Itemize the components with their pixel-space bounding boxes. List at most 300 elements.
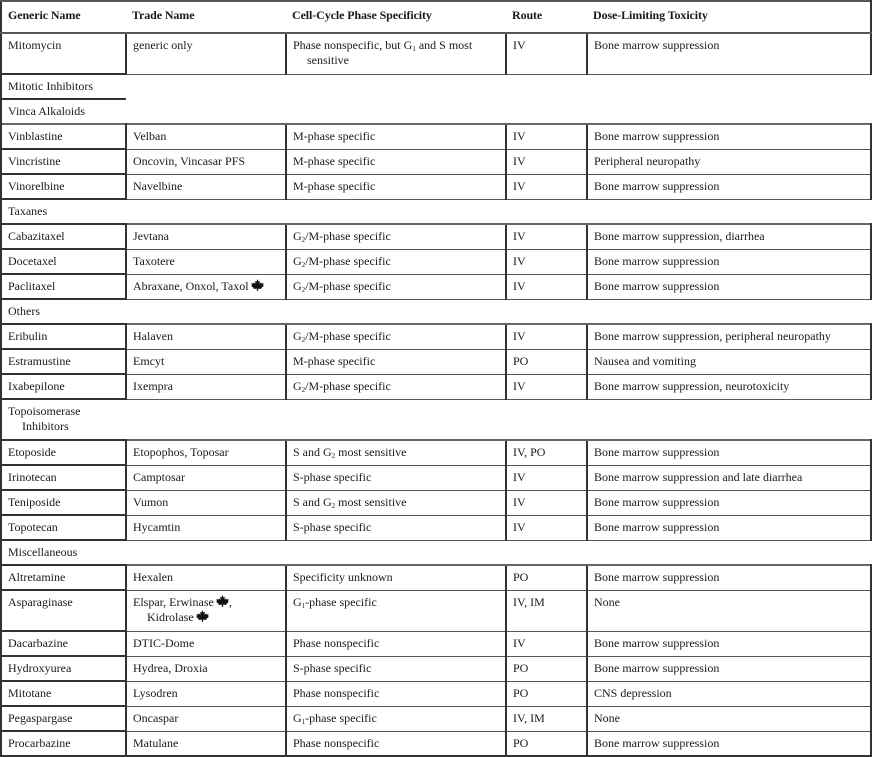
empty-cell — [587, 99, 871, 124]
phase-cell — [286, 174, 506, 199]
empty-cell — [587, 540, 871, 565]
trade-name: Vumon — [133, 494, 169, 509]
trade-name-wrap — [133, 661, 279, 676]
empty-cell — [587, 399, 871, 440]
section-row — [1, 99, 871, 124]
route: IV — [513, 494, 526, 509]
trade-name-cell — [126, 324, 286, 349]
generic-name-cell — [1, 631, 126, 656]
route: IV — [513, 278, 526, 293]
generic-name-cell — [1, 224, 126, 249]
toxicity-cell — [587, 374, 871, 399]
generic-name-cell — [1, 274, 126, 299]
phase-text: M-phase specific — [293, 178, 376, 193]
phase-cell — [286, 440, 506, 465]
trade-name-wrap — [133, 354, 279, 369]
phase-text-post: -phase specific — [305, 710, 377, 725]
toxicity-cell — [587, 249, 871, 274]
trade-name: Elspar, Erwinase — [133, 594, 214, 609]
table-row — [1, 374, 871, 399]
trade-name-cell — [126, 374, 286, 399]
toxicity: Bone marrow suppression — [594, 635, 720, 650]
trade-name-wrap — [133, 636, 279, 651]
trade-name-wrap — [133, 254, 279, 269]
phase-text-post: /M-phase specific — [305, 329, 391, 343]
generic-name: Cabazitaxel — [8, 229, 65, 243]
route-cell — [506, 274, 587, 299]
generic-name-cell — [1, 249, 126, 274]
generic-name: Eribulin — [8, 329, 48, 343]
phase-wrap — [293, 154, 499, 169]
phase-subscript: 2 — [331, 452, 336, 460]
route-cell — [506, 656, 587, 681]
route-cell — [506, 249, 587, 274]
phase-wrap — [293, 686, 499, 701]
trade-name-wrap — [133, 154, 279, 169]
generic-name-cell — [1, 124, 126, 149]
trade-name: Hexalen — [133, 570, 173, 584]
toxicity-cell — [587, 174, 871, 199]
route: IV, PO — [513, 445, 546, 459]
route: IV, IM — [513, 594, 545, 609]
toxicity-cell — [587, 33, 871, 74]
phase-wrap — [293, 229, 499, 244]
phase-text: S and G — [293, 445, 332, 459]
trade-name: DTIC-Dome — [133, 635, 195, 650]
trade-name-wrap — [133, 329, 279, 344]
trade-name: Oncovin, Vincasar PFS — [133, 153, 246, 168]
toxicity-cell — [587, 224, 871, 249]
phase-text: S-phase specific — [293, 469, 372, 484]
phase-text-post: /M-phase specific — [305, 278, 391, 293]
generic-name: Ixabepilone — [8, 379, 65, 393]
trade-name-wrap — [133, 470, 279, 485]
generic-name-cell — [1, 440, 126, 465]
toxicity: Bone marrow suppression — [594, 494, 720, 509]
table-row — [1, 349, 871, 374]
phase-text: M-phase specific — [293, 129, 376, 143]
toxicity: Bone marrow suppression — [594, 445, 720, 459]
generic-name-cell — [1, 149, 126, 174]
trade-name: Emcyt — [133, 353, 165, 368]
trade-name-wrap — [133, 570, 279, 585]
section-label-cell — [1, 74, 126, 99]
phase-cell — [286, 274, 506, 299]
route-cell — [506, 149, 587, 174]
trade-name-wrap — [133, 686, 279, 701]
phase-subscript: 1 — [301, 601, 306, 610]
route: PO — [513, 735, 529, 750]
generic-name: Etoposide — [8, 445, 56, 459]
phase-cell — [286, 249, 506, 274]
toxicity: Bone marrow suppression and late diarrhea — [594, 469, 803, 484]
phase-text: Phase nonspecific — [293, 685, 380, 700]
generic-name-cell — [1, 731, 126, 756]
trade-name-cell — [126, 515, 286, 540]
phase-cell — [286, 224, 506, 249]
route-cell — [506, 33, 587, 74]
phase-wrap — [293, 570, 499, 585]
phase-text: G — [293, 378, 302, 393]
toxicity-cell — [587, 565, 871, 590]
table-row — [1, 706, 871, 731]
toxicity: None — [594, 594, 620, 609]
route-cell — [506, 465, 587, 490]
toxicity-cell — [587, 465, 871, 490]
toxicity: Bone marrow suppression — [594, 570, 720, 584]
phase-wrap — [293, 595, 499, 610]
generic-name-cell — [1, 465, 126, 490]
toxicity: Bone marrow suppression — [594, 38, 720, 52]
phase-cell — [286, 631, 506, 656]
generic-name-cell — [1, 374, 126, 399]
phase-wrap — [293, 661, 499, 676]
route: PO — [513, 685, 529, 700]
section-label-cell — [1, 399, 126, 440]
toxicity-cell — [587, 731, 871, 756]
section-row — [1, 399, 871, 440]
phase-cell — [286, 33, 506, 74]
phase-cell — [286, 490, 506, 515]
generic-name: Estramustine — [8, 354, 71, 368]
trade-name-cell — [126, 681, 286, 706]
table-row — [1, 249, 871, 274]
section-label: Mitotic Inhibitors — [8, 79, 93, 93]
phase-text: G — [293, 594, 302, 609]
table-body — [1, 33, 871, 756]
table-row — [1, 490, 871, 515]
canada-maple-leaf-icon — [216, 595, 229, 607]
toxicity-cell — [587, 590, 871, 631]
phase-text-post: /M-phase specific — [305, 253, 391, 268]
phase-subscript: 2 — [301, 385, 306, 394]
route-cell — [506, 706, 587, 731]
empty-cell — [587, 299, 871, 324]
phase-cell — [286, 124, 506, 149]
generic-name-cell — [1, 515, 126, 540]
phase-text: Phase nonspecific — [293, 635, 380, 650]
phase-wrap — [293, 179, 499, 194]
route-cell — [506, 515, 587, 540]
phase-wrap — [293, 520, 499, 535]
generic-name-cell — [1, 33, 126, 74]
trade-name: Oncaspar — [133, 710, 179, 725]
toxicity-cell — [587, 124, 871, 149]
header-route: Route — [506, 1, 587, 33]
empty-cell — [286, 99, 506, 124]
table-row — [1, 681, 871, 706]
section-label: Taxanes — [8, 204, 48, 218]
route: IV — [513, 519, 526, 534]
toxicity: Bone marrow suppression — [594, 253, 720, 268]
trade-name-cell — [126, 124, 286, 149]
route: IV — [513, 329, 526, 343]
trade-name-cell — [126, 33, 286, 74]
trade-name: Velban — [133, 129, 167, 143]
empty-cell — [506, 199, 587, 224]
trade-name-cell — [126, 465, 286, 490]
section-label: Topoisomerase Inhibitors — [8, 404, 81, 433]
trade-name: Hycamtin — [133, 519, 181, 534]
empty-cell — [126, 74, 286, 99]
trade-name-cell — [126, 349, 286, 374]
empty-cell — [126, 399, 286, 440]
generic-name-cell — [1, 681, 126, 706]
generic-name: Procarbazine — [8, 736, 71, 750]
route-cell — [506, 490, 587, 515]
phase-text: S and G — [293, 494, 332, 509]
route: PO — [513, 660, 529, 675]
phase-wrap — [293, 329, 499, 344]
toxicity: Bone marrow suppression — [594, 129, 720, 143]
route-cell — [506, 374, 587, 399]
phase-subscript: 2 — [301, 236, 306, 244]
phase-text: G — [293, 229, 302, 243]
route-cell — [506, 631, 587, 656]
phase-cell — [286, 590, 506, 631]
phase-text-post: /M-phase specific — [305, 229, 391, 243]
canada-maple-leaf-icon — [251, 279, 264, 291]
generic-name: Docetaxel — [8, 254, 57, 268]
trade-name: Taxotere — [133, 253, 175, 268]
generic-name: Teniposide — [8, 495, 61, 509]
generic-name: Vinorelbine — [8, 179, 65, 193]
route-cell — [506, 590, 587, 631]
empty-cell — [126, 299, 286, 324]
toxicity: Bone marrow suppression — [594, 660, 720, 675]
trade-name-cell — [126, 249, 286, 274]
generic-name: Paclitaxel — [8, 279, 56, 293]
generic-name: Altretamine — [8, 570, 66, 584]
generic-name-cell — [1, 706, 126, 731]
generic-name: Mitomycin — [8, 38, 62, 52]
route: IV, IM — [513, 710, 545, 725]
trade-name-cell — [126, 274, 286, 299]
table-row — [1, 274, 871, 299]
header-trade-name: Trade Name — [126, 1, 286, 33]
route-cell — [506, 349, 587, 374]
trade-name-cell — [126, 706, 286, 731]
toxicity-cell — [587, 656, 871, 681]
phase-cell — [286, 515, 506, 540]
trade-name-wrap — [133, 711, 279, 726]
generic-name: Dacarbazine — [8, 636, 68, 650]
trade-name-cell — [126, 656, 286, 681]
route: IV — [513, 178, 526, 193]
route: IV — [513, 153, 526, 168]
route-cell — [506, 565, 587, 590]
trade-name: Camptosar — [133, 469, 185, 484]
phase-text: G — [293, 278, 302, 293]
toxicity-cell — [587, 706, 871, 731]
phase-wrap — [293, 636, 499, 651]
phase-cell — [286, 374, 506, 399]
route-cell — [506, 440, 587, 465]
section-row — [1, 199, 871, 224]
section-label: Others — [8, 304, 40, 318]
phase-text-post: most sensitive — [335, 445, 407, 459]
phase-text: M-phase specific — [293, 153, 376, 168]
toxicity: None — [594, 710, 620, 725]
generic-name-cell — [1, 349, 126, 374]
trade-name: generic only — [133, 38, 193, 52]
trade-name: Jevtana — [133, 229, 169, 243]
empty-cell — [506, 74, 587, 99]
empty-cell — [506, 299, 587, 324]
toxicity: Bone marrow suppression, peripheral neuropathy — [594, 329, 831, 343]
trade-name-continued: , Kidrolase — [147, 594, 232, 624]
phase-text: Phase nonspecific, but G — [293, 38, 413, 52]
phase-subscript: 2 — [331, 501, 336, 510]
empty-cell — [286, 399, 506, 440]
generic-name-cell — [1, 656, 126, 681]
trade-name: Abraxane, Onxol, Taxol — [133, 278, 249, 293]
section-row — [1, 74, 871, 99]
toxicity-cell — [587, 149, 871, 174]
phase-text: S-phase specific — [293, 660, 372, 675]
trade-name: Ixempra — [133, 378, 173, 393]
phase-wrap — [293, 254, 499, 269]
phase-cell — [286, 465, 506, 490]
trade-name-cell — [126, 440, 286, 465]
empty-cell — [506, 399, 587, 440]
phase-subscript: 2 — [301, 260, 306, 269]
table-row — [1, 465, 871, 490]
empty-cell — [126, 99, 286, 124]
table-row — [1, 590, 871, 631]
trade-name-cell — [126, 731, 286, 756]
toxicity-cell — [587, 440, 871, 465]
phase-wrap — [293, 129, 499, 144]
phase-wrap — [293, 736, 499, 751]
phase-subscript: 1 — [301, 717, 306, 726]
trade-name: Hydrea, Droxia — [133, 660, 208, 675]
trade-name-cell — [126, 224, 286, 249]
phase-text: G — [293, 710, 302, 725]
phase-wrap — [293, 279, 499, 294]
phase-subscript: 1 — [412, 45, 416, 53]
header-generic-name: Generic Name — [1, 1, 126, 33]
phase-subscript: 2 — [301, 336, 306, 344]
trade-name-cell — [126, 149, 286, 174]
trade-name-wrap — [133, 736, 279, 751]
table-row — [1, 631, 871, 656]
route: PO — [513, 353, 529, 368]
empty-cell — [286, 540, 506, 565]
toxicity: Bone marrow suppression — [594, 735, 720, 750]
generic-name-cell — [1, 324, 126, 349]
empty-cell — [286, 199, 506, 224]
generic-name: Irinotecan — [8, 470, 57, 484]
trade-name: Etopophos, Toposar — [133, 445, 229, 459]
trade-name: Navelbine — [133, 178, 183, 193]
generic-name: Asparaginase — [8, 595, 73, 609]
trade-name-wrap — [133, 279, 279, 294]
phase-wrap — [293, 711, 499, 726]
route: IV — [513, 129, 526, 143]
phase-cell — [286, 565, 506, 590]
route: IV — [513, 469, 526, 484]
toxicity-cell — [587, 681, 871, 706]
section-label-cell — [1, 99, 126, 124]
trade-name-wrap — [133, 38, 279, 53]
route: PO — [513, 570, 529, 584]
phase-cell — [286, 731, 506, 756]
phase-cell — [286, 681, 506, 706]
phase-wrap — [293, 38, 499, 68]
phase-cell — [286, 656, 506, 681]
table-row — [1, 149, 871, 174]
generic-name-cell — [1, 490, 126, 515]
table-row — [1, 565, 871, 590]
phase-text: Specificity unknown — [293, 570, 393, 584]
phase-text-post: -phase specific — [305, 594, 377, 609]
toxicity: Bone marrow suppression — [594, 278, 720, 293]
route-cell — [506, 224, 587, 249]
table-row — [1, 324, 871, 349]
section-row — [1, 540, 871, 565]
table-row — [1, 124, 871, 149]
generic-name-cell — [1, 174, 126, 199]
trade-name: Matulane — [133, 735, 179, 750]
phase-cell — [286, 324, 506, 349]
empty-cell — [286, 299, 506, 324]
toxicity: CNS depression — [594, 685, 672, 700]
route: IV — [513, 635, 526, 650]
table-row — [1, 440, 871, 465]
toxicity-cell — [587, 490, 871, 515]
phase-text: G — [293, 329, 302, 343]
route: IV — [513, 229, 526, 243]
toxicity: Bone marrow suppression, neurotoxicity — [594, 378, 790, 393]
toxicity-cell — [587, 274, 871, 299]
trade-name-wrap — [133, 179, 279, 194]
route: IV — [513, 253, 526, 268]
toxicity: Peripheral neuropathy — [594, 153, 701, 168]
phase-cell — [286, 349, 506, 374]
header-row — [1, 1, 871, 33]
toxicity-cell — [587, 515, 871, 540]
canada-maple-leaf-icon — [196, 610, 209, 622]
empty-cell — [506, 540, 587, 565]
generic-name: Mitotane — [8, 686, 52, 700]
route: IV — [513, 38, 526, 52]
table-row — [1, 33, 871, 74]
section-label: Vinca Alkaloids — [8, 104, 85, 118]
trade-name-cell — [126, 631, 286, 656]
header-phase-specificity: Cell-Cycle Phase Specificity — [286, 1, 506, 33]
toxicity: Bone marrow suppression — [594, 519, 720, 534]
phase-text: M-phase specific — [293, 353, 376, 368]
phase-subscript: 2 — [301, 285, 306, 294]
phase-text: S-phase specific — [293, 519, 372, 534]
trade-name: Halaven — [133, 329, 173, 343]
phase-cell — [286, 149, 506, 174]
generic-name: Vincristine — [8, 154, 61, 168]
empty-cell — [506, 99, 587, 124]
phase-text-post: /M-phase specific — [305, 378, 391, 393]
phase-text-post: and S most sensitive — [307, 38, 473, 67]
generic-name: Hydroxyurea — [8, 661, 72, 675]
trade-name-wrap — [133, 229, 279, 244]
trade-name: Lysodren — [133, 685, 178, 700]
section-label-cell — [1, 199, 126, 224]
trade-name-cell — [126, 490, 286, 515]
route-cell — [506, 174, 587, 199]
phase-text-post: most sensitive — [335, 494, 407, 509]
phase-wrap — [293, 379, 499, 394]
table-row — [1, 174, 871, 199]
